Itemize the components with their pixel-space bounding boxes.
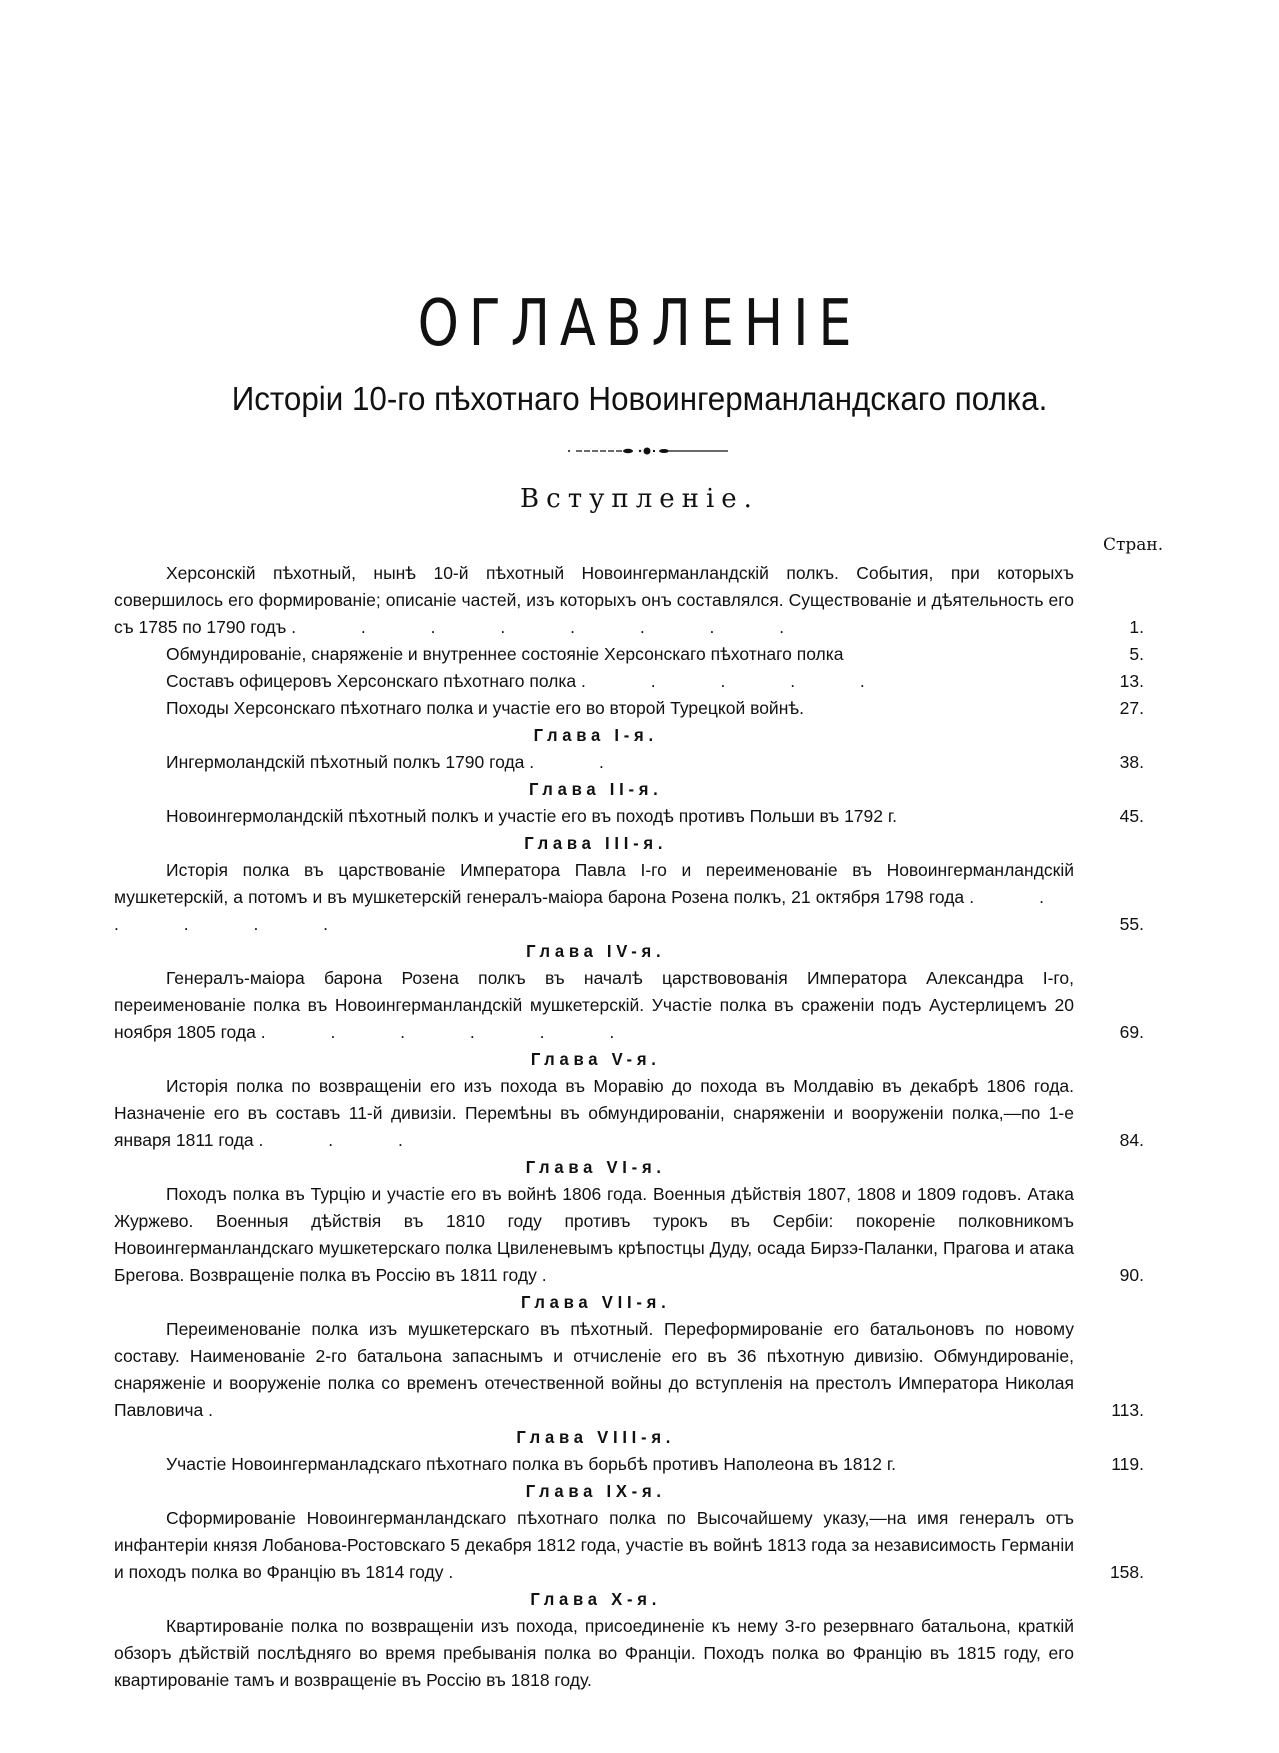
toc-entry <box>114 965 1144 1046</box>
chapter-heading: Глава II-я. <box>528 779 663 799</box>
leader-dots: . . . . . . . . <box>291 617 815 637</box>
toc-entry-text: Исторія полка по возвращеніи его изъ похода въ Моравію до похода въ Молдавію въ декабрѣ 1806 года. Назначеніе его въ составъ 11-й дивизіи. Перемѣны въ обмундированіи, снаряженіи и вооруженіи полка,—по 1-е января 1811 года <box>114 1076 1074 1150</box>
toc-entry-text: Переименованіе полка изъ мушкетерскаго въ пѣхотный. Переформированіе его батальоновъ по новому составу. Наименованіе 2-го батальона запаснымъ и отчисленіе его въ 36 пѣхотную дивизію. Обмундированіе, снаряженіе и вооруженіе полка со временъ отечественной войны до вступленія на престолъ Императора Николая Павловича <box>114 1319 1074 1420</box>
chapter-heading: Глава IV-я. <box>526 941 666 961</box>
toc-page-number: 13. <box>1119 671 1144 691</box>
toc-page-number: 38. <box>1119 752 1144 772</box>
toc-entry <box>114 641 1144 668</box>
leader-dots: . <box>448 1562 484 1582</box>
toc-entry-text: Походъ полка въ Турцію и участіе его въ войнѣ 1806 года. Военныя дѣйствія 1807, 1808 и 1809 годовъ. Атака Журжево. Военныя дѣйствія въ 1810 году противъ турокъ въ Сербіи: покореніе полковникомъ Новоингерманландскаго мушкетерскаго полка Цвиленевымъ крѣпостцы Дуду, осада Бирзэ-Паланки, Прагова и атака Брегова. Возвращеніе полка въ Россію въ 1811 году <box>114 1184 1074 1285</box>
toc-entry <box>114 695 1144 722</box>
leader-dots: . <box>208 1400 244 1420</box>
toc-entry <box>114 803 1144 830</box>
toc-entry-text: Составъ офицеровъ Херсонскаго пѣхотнаго полка <box>166 671 577 691</box>
chapter-heading: Глава V-я. <box>530 1049 661 1069</box>
toc-entry-text: Новоингермоландскій пѣхотный полкъ и участіе его въ походѣ противъ Польши въ 1792 г. <box>166 806 897 826</box>
chapter-heading: Глава X-я. <box>530 1589 662 1609</box>
toc-page-number: 90. <box>1119 1265 1144 1285</box>
toc-page-number: 5. <box>1129 644 1144 664</box>
chapter-heading: Глава IX-я. <box>525 1481 666 1501</box>
toc-entry-text: Херсонскій пѣхотный, нынѣ 10-й пѣхотный Новоингерманландскій полкъ. События, при которыхъ совершилось его формированіе; описаніе частей, изъ которыхъ онъ составлялся. Существованіе и дѣятельность его съ 1785 по 1790 годъ <box>114 563 1074 637</box>
toc-entry <box>114 1316 1144 1424</box>
toc-entry <box>114 1451 1144 1478</box>
leader-dots: . . . . . <box>581 671 895 691</box>
toc-page-number: 119. <box>1111 1454 1144 1474</box>
introduction-heading: Вступленіе. <box>520 484 759 514</box>
toc-entry <box>114 1181 1144 1289</box>
toc-entry-text: Генералъ-маіора барона Розена полкъ въ началѣ царствовованія Императора Александра I-го, переименованіе полка въ Новоингерманландскій мушкетерскій. Участіе полка въ сраженіи подъ Аустерлицемъ 20 ноября 1805 года <box>114 968 1074 1042</box>
page-subtitle: Исторіи 10-го пѣхотнаго Новоингерманландскаго полка. <box>231 380 1048 417</box>
leader-dots: . . . <box>258 1130 433 1150</box>
leader-dots: . <box>541 1265 577 1285</box>
toc-entry <box>114 1613 1144 1694</box>
toc-page-number: 113. <box>1111 1400 1144 1420</box>
toc-page-number: 158. <box>1109 1562 1144 1582</box>
leader-dots: . . . . . . <box>114 887 1074 934</box>
toc-entry <box>114 749 1144 776</box>
toc-page-number: 27. <box>1119 698 1144 718</box>
toc-page-number: 55. <box>1119 914 1144 934</box>
toc-entry <box>114 1505 1144 1586</box>
toc-entry <box>114 668 1144 695</box>
toc-page-number: 1. <box>1129 617 1144 637</box>
toc-entry-text: Сформированіе Новоингерманландскаго пѣхотнаго полка по Высочайшему указу,—на имя генералъ отъ инфантеріи князя Лобанова-Ростовскаго 5 декабря 1812 года, участіе въ войнѣ 1813 года за независимость Германіи и походъ полка во Францію въ 1814 году <box>114 1508 1074 1582</box>
page-title: ОГЛАВЛЕНІЕ <box>417 287 862 361</box>
leader-dots: . . . . . . <box>260 1022 645 1042</box>
ornament-rule-icon <box>568 445 728 457</box>
chapter-heading: Глава I-я. <box>533 725 658 745</box>
chapter-heading: Глава VII-я. <box>521 1292 671 1312</box>
toc-entry-text: Участіе Новоингерманладскаго пѣхотнаго полка въ борьбѣ противъ Наполеона въ 1812 г. <box>166 1454 896 1474</box>
toc-entry-text: Исторія полка въ царствованіе Императора Павла I-го и переименованіе въ Новоингерманландскій мушкетерскій, а потомъ и въ мушкетерскій генералъ-маіора барона Розена полкъ, 21 октября 1798 года <box>114 860 1074 907</box>
toc-entry-text: Квартированіе полка по возвращеніи изъ похода, присоединеніе къ нему 3-го резервнаго батальона, краткій обзоръ дѣйствій послѣдняго во время пребыванія полка во Франціи. Походъ полка во Францію въ 1815 году, его квартированіе тамъ и возвращеніе въ Россію въ 1818 году. <box>114 1616 1074 1690</box>
chapter-heading: Глава VI-я. <box>525 1157 666 1177</box>
toc-page-number: 84. <box>1119 1130 1144 1150</box>
toc-entry-text: Ингермоландскій пѣхотный полкъ 1790 года <box>166 752 525 772</box>
table-of-contents <box>114 560 1144 1694</box>
toc-page-number: 45. <box>1119 806 1144 826</box>
toc-entry <box>114 560 1144 641</box>
toc-entry <box>114 857 1144 938</box>
toc-entry <box>114 1073 1144 1154</box>
chapter-heading: Глава VIII-я. <box>516 1427 676 1447</box>
toc-page-number: 69. <box>1119 1022 1144 1042</box>
toc-entry-text: Походы Херсонскаго пѣхотнаго полка и участіе его во второй Турецкой войнѣ. <box>166 698 804 718</box>
toc-entry-text: Обмундированіе, снаряженіе и внутреннее состояніе Херсонскаго пѣхотнаго полка <box>166 644 844 664</box>
pages-column-label: Стран. <box>1103 535 1164 555</box>
chapter-heading: Глава III-я. <box>524 833 668 853</box>
leader-dots: . . <box>529 752 634 772</box>
